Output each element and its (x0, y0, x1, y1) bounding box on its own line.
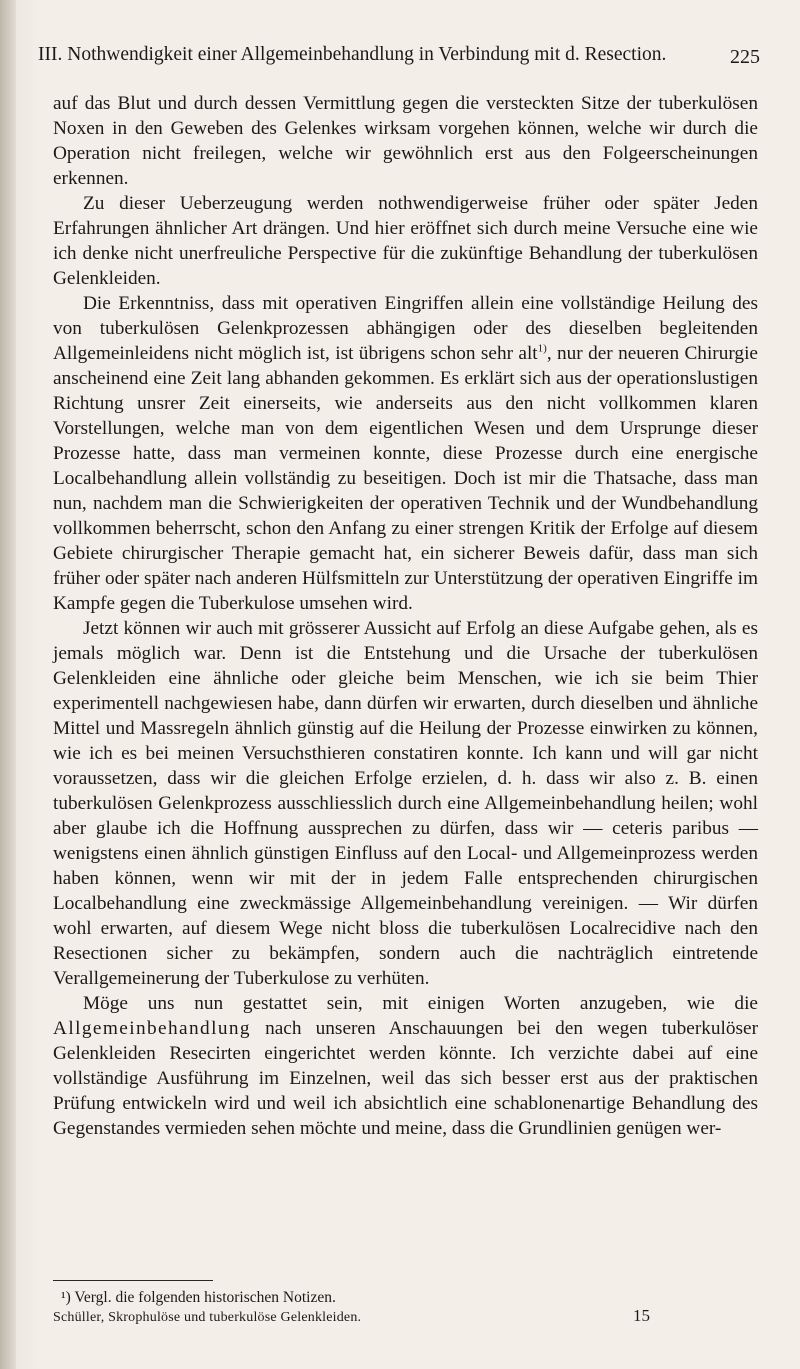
paragraph (53, 91, 758, 191)
body-text (53, 91, 758, 1141)
page-number: 225 (730, 46, 760, 68)
running-header-title: III. Nothwendigkeit einer Allgemeinbehandlung in Verbindung mit d. Resection. (38, 44, 667, 65)
paragraph (53, 991, 758, 1141)
sheet-number: 15 (633, 1306, 650, 1325)
paragraph (53, 291, 758, 616)
paragraph-text: Zu dieser Ueberzeugung werden nothwendigerweise früher oder später Jeden Erfahrungen ähnlicher Art drängen. Und hier eröffnet sich durch meine Versuche eine wie ich denke nicht unerfreuliche Perspective für die zukünftige Behandlung der tuberkulösen Gelenkleiden. (53, 193, 758, 289)
paragraph-text: Jetzt können wir auch mit grösserer Aussicht auf Erfolg an diese Aufgabe gehen, als es jemals möglich war. Denn ist die Entstehung und die Ursache der tuberkulösen Gelenkleiden eine ähnliche oder gleiche beim Menschen, wie ich sie beim Thier experimentell nachgewiesen habe, dann dürfen wir erwarten, durch dieselben und ähnliche Mittel und Massregeln ähnlich günstig auf die Heilung der Prozesse einwirken zu können, wie ich es bei meinen Versuchsthieren constatiren konnte. Ich kann und will gar nicht voraussetzen, dass wir die gleichen Erfolge erzielen, d. h. dass wir also z. B. einen tuberkulösen Gelenkprozess ausschliesslich durch eine Allgemeinbehandlung heilen; wohl aber glaube ich die Hoffnung aussprechen zu dürfen, dass wir — ceteris paribus — wenigstens einen ähnlich günstigen Einfluss auf den Local- und Allgemeinprozess werden haben können, wenn wir mit der in jedem Falle entsprechenden chirurgischen Localbehandlung eine zweckmässige Allgemeinbehandlung vereinigen. — Wir dürfen wohl erwarten, auf diesem Wege nicht bloss die tuberkulösen Localrecidive nach den Resectionen sicher zu bekämpfen, sondern auch die nachträglich eintretende Verallgemeinerung der Tuberkulose zu verhüten. (53, 618, 758, 989)
paragraph (53, 616, 758, 991)
footnote-entry (53, 1288, 673, 1308)
paragraph-text: Allgemeinbehandlung (53, 1018, 251, 1039)
footnote (53, 1288, 673, 1328)
footnote-reference: 1) (537, 342, 547, 355)
footnote-text: Vergl. die folgenden historischen Notizen. (74, 1289, 336, 1306)
paragraph-text: Die Erkenntniss, dass mit operativen Eingriffen allein eine vollständige Heilung des von tuberkulösen Gelenkprozessen abhängigen oder des dieselben begleitenden Allgemeinleidens nicht möglich ist, ist übrigens schon sehr alt (53, 293, 758, 364)
paragraph-text: , nur der neueren Chirurgie anscheinend eine Zeit lang abhanden gekommen. Es erklärt sich aus der operationslustigen Richtung unsrer Zeit einerseits, wie anderseits aus den nicht vollkommen klaren Vorstellungen, welche man von dem eigentlichen Wesen und dem Ursprunge dieser Prozesse hatte, dass man vermeinen konnte, diese Prozesse durch eine energische Localbehandlung allein vollständig zu beseitigen. Doch ist mir die Thatsache, dass man nun, nachdem man die Schwierigkeiten der operativen Technik und der Wundbehandlung vollkommen beherrscht, schon den Anfang zu einer strengen Kritik der Erfolge auf diesem Gebiete chirurgischer Therapie gemacht hat, ein sicherer Beweis dafür, dass man sich früher oder später nach anderen Hülfsmitteln zur Unterstützung der operativen Eingriffe im Kampfe gegen die Tuberkulose umsehen wird. (53, 343, 758, 614)
paragraph-text: auf das Blut und durch dessen Vermittlung gegen die versteckten Sitze der tuberkulösen Noxen in den Geweben des Gelenkes wirksam vorgehen können, welche wir durch die Operation nicht freilegen, welche wir gewöhnlich erst aus den Folgeerscheinungen erkennen. (53, 93, 758, 189)
paragraph (53, 191, 758, 291)
footnote-mark: ¹) (61, 1289, 71, 1306)
printer-signature-line: Schüller, Skrophulöse und tuberkulöse Gelenkleiden. (53, 1310, 362, 1325)
book-spine-shadow (0, 0, 16, 1369)
paragraph-text: nach unseren Anschauungen bei den wegen tuberkulöser Gelenkleiden Resecirten eingerichtet werden könnte. Ich verzichte dabei auf eine vollständige Ausführung im Einzelnen, weil das sich besser erst aus der praktischen Prüfung entwickeln wird und weil ich absichtlich eine schablonenartige Behandlung des Gegenstandes vermieden sehen möchte und meine, dass die Grundlinien genügen wer- (53, 1018, 758, 1139)
running-header (38, 44, 760, 74)
footnote-divider (53, 1280, 213, 1281)
paragraph-text: Möge uns nun gestattet sein, mit einigen Worten anzugeben, wie die (83, 993, 758, 1014)
